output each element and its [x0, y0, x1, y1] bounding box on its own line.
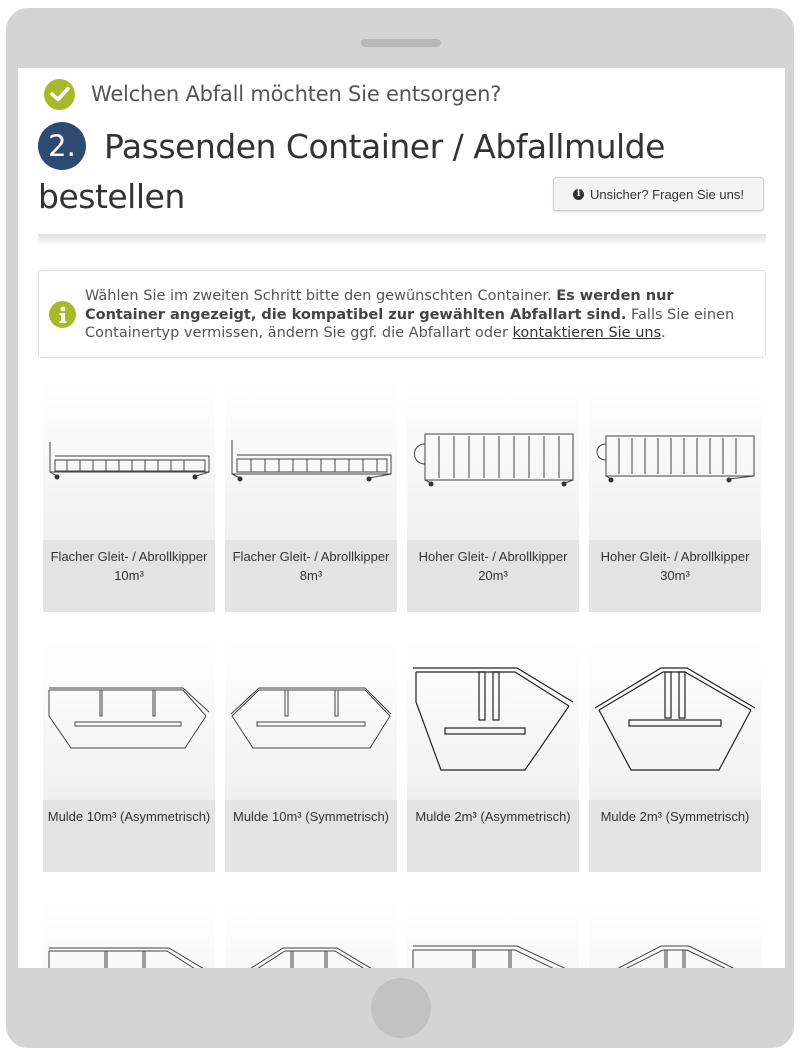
- container-name: Hoher Gleit- / Abrollkipper: [600, 549, 750, 564]
- flat-roll-off-container-icon: [43, 380, 215, 540]
- high-roll-off-container-icon: [589, 380, 761, 540]
- container-label: [589, 800, 761, 872]
- help-button-label: Unsicher? Fragen Sie uns!: [590, 186, 744, 202]
- step1-title: Welchen Abfall möchten Sie entsorgen?: [91, 82, 502, 106]
- divider: [38, 234, 766, 246]
- container-card[interactable]: [225, 900, 397, 968]
- check-icon: [44, 79, 75, 110]
- container-name: Flacher Gleit- / Abrollkipper: [50, 549, 208, 564]
- container-card[interactable]: [589, 640, 761, 872]
- container-label: [589, 540, 761, 612]
- container-label: [407, 800, 579, 872]
- container-volume: 30m³: [660, 568, 690, 583]
- container-card[interactable]: [407, 380, 579, 612]
- high-roll-off-container-icon: [407, 380, 579, 540]
- container-name: Mulde 2m³ (Asymmetrisch): [415, 809, 571, 824]
- container-card[interactable]: [43, 640, 215, 872]
- container-card[interactable]: [43, 380, 215, 612]
- screen: [18, 68, 785, 968]
- container-name: Mulde 10m³ (Asymmetrisch): [47, 809, 211, 824]
- info-text-bold: Es werden nur Container angezeigt, die kompatibel zur gewählten Abfallart sind.: [85, 288, 674, 323]
- container-card[interactable]: [407, 900, 579, 968]
- container-label: [225, 540, 397, 612]
- info-text: [85, 287, 747, 343]
- container-label: [43, 800, 215, 872]
- info-text-part: Wählen Sie im zweiten Schritt bitte den gewünschten Container.: [85, 288, 557, 304]
- container-name: Mulde 2m³ (Symmetrisch): [600, 809, 750, 824]
- info-box: [38, 270, 766, 358]
- container-card[interactable]: [407, 640, 579, 872]
- skip-symmetric-icon: [225, 640, 397, 800]
- skip-asymmetric-icon: [43, 900, 215, 968]
- skip-symmetric-icon: [589, 640, 761, 800]
- tablet-speaker: [361, 39, 441, 47]
- info-circle-icon: [49, 301, 76, 328]
- tablet-home-button: [371, 978, 431, 1038]
- container-name: Hoher Gleit- / Abrollkipper: [418, 549, 568, 564]
- page-title: Passenden Container / Abfallmulde bestellen: [38, 127, 665, 216]
- info-text-part: .: [661, 325, 666, 341]
- container-volume: 8m³: [299, 568, 323, 583]
- step-number-badge: 2.: [38, 122, 86, 170]
- skip-asymmetric-icon: [407, 640, 579, 800]
- skip-asymmetric-icon: [407, 900, 579, 968]
- container-name: Flacher Gleit- / Abrollkipper: [232, 549, 390, 564]
- contact-link[interactable]: kontaktieren Sie uns: [512, 325, 662, 341]
- container-card[interactable]: [225, 380, 397, 612]
- container-label: [43, 540, 215, 612]
- container-card[interactable]: [589, 900, 761, 968]
- info-text-part: Falls Sie einen Containertyp vermissen, ändern Sie ggf. die Abfallart oder: [85, 306, 735, 341]
- container-card[interactable]: [589, 380, 761, 612]
- info-icon: i: [573, 189, 584, 200]
- help-button[interactable]: [553, 177, 764, 211]
- container-volume: 20m³: [478, 568, 508, 583]
- skip-symmetric-icon: [225, 900, 397, 968]
- skip-symmetric-icon: [589, 900, 761, 968]
- container-card[interactable]: [43, 900, 215, 968]
- container-card[interactable]: [225, 640, 397, 872]
- container-volume: 10m³: [114, 568, 144, 583]
- step1-header[interactable]: [44, 78, 501, 110]
- container-label: [225, 800, 397, 872]
- container-label: [407, 540, 579, 612]
- skip-asymmetric-icon: [43, 640, 215, 800]
- container-name: Mulde 10m³ (Symmetrisch): [232, 809, 390, 824]
- flat-roll-off-container-icon: [225, 380, 397, 540]
